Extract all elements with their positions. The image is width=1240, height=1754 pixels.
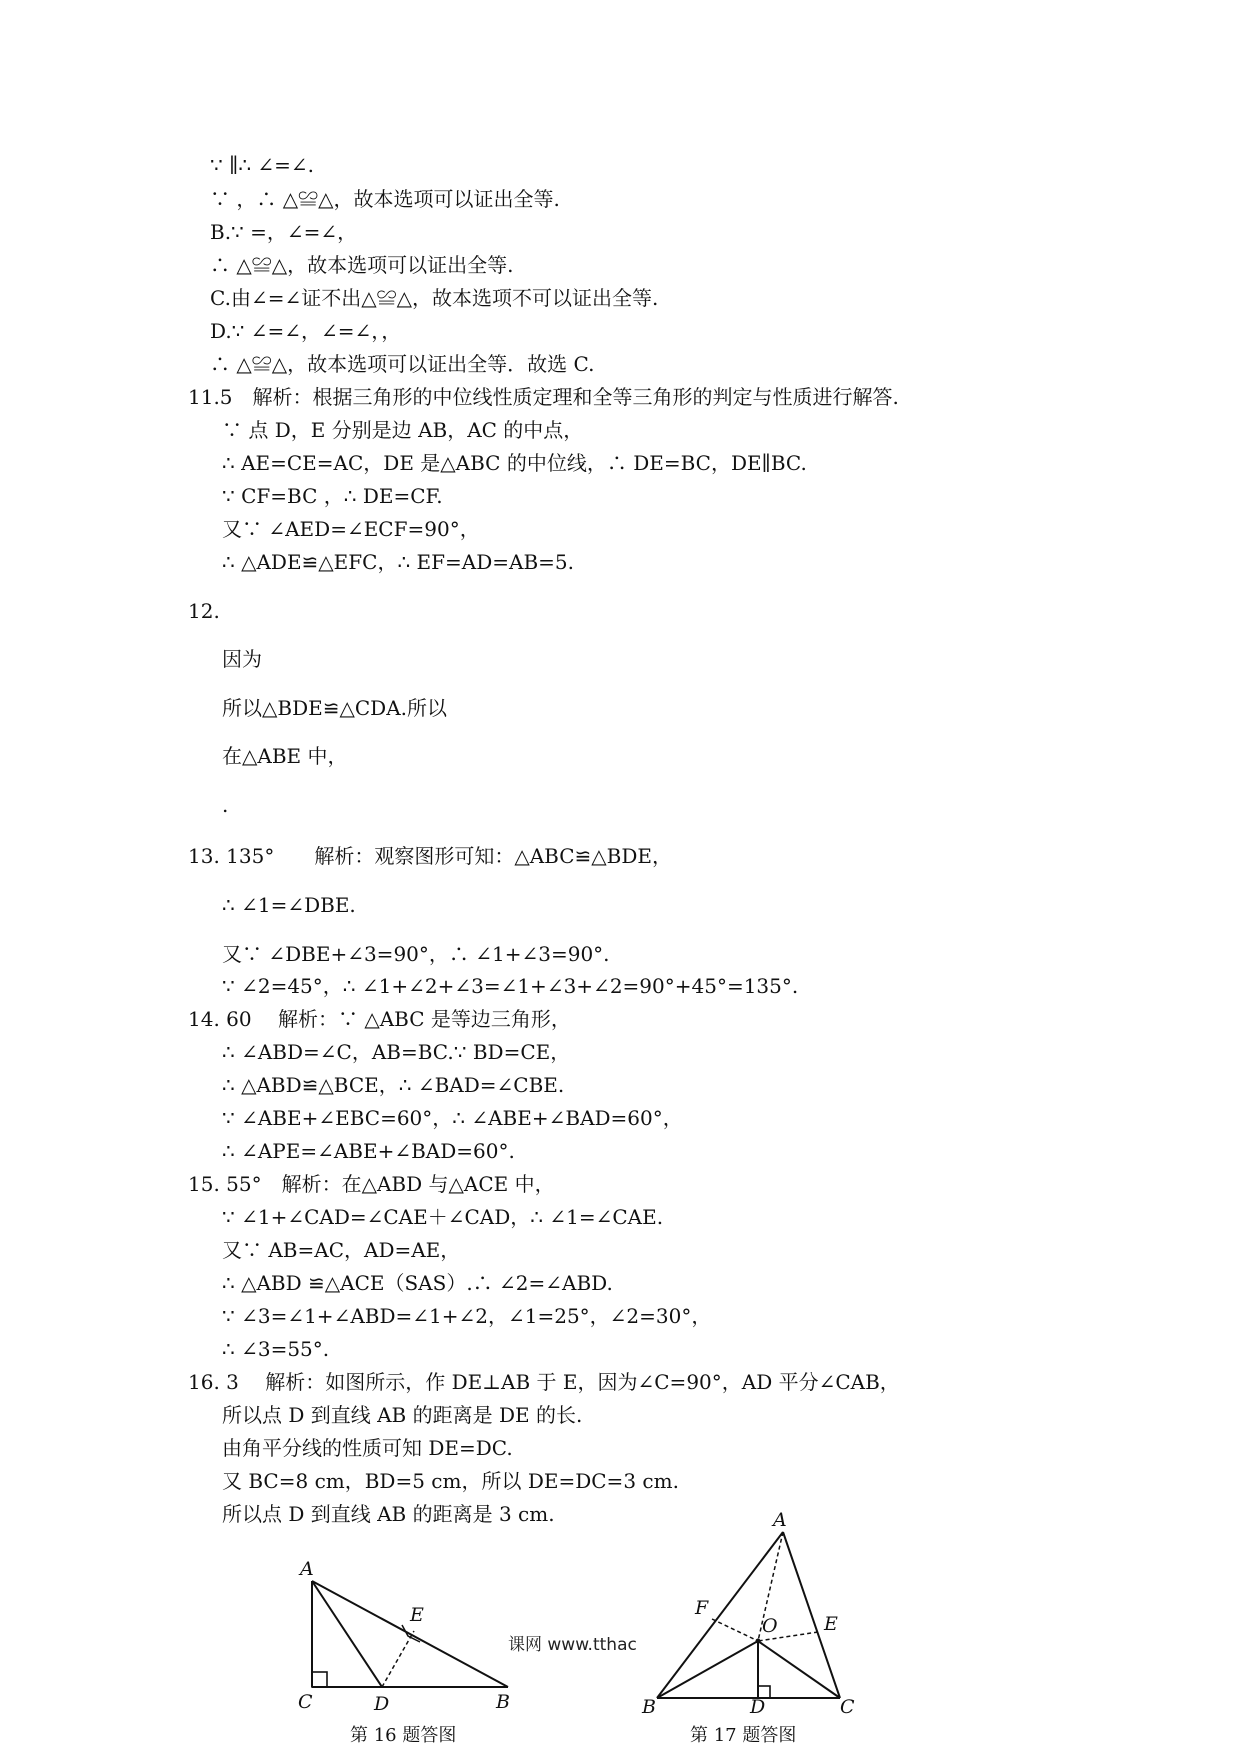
label-A: A xyxy=(300,1558,314,1580)
figure-17 xyxy=(640,1508,870,1716)
text-line: C.由∠=∠证不出△≌△，故本选项不可以证出全等. xyxy=(210,286,659,310)
text-line: ∴ ∠ABD=∠C，AB=BC.∵ BD=CE， xyxy=(222,1040,571,1064)
label-O: O xyxy=(762,1615,778,1637)
text-line: ∵ ∠3=∠1+∠ABD=∠1+∠2，∠1=25°，∠2=30°， xyxy=(222,1304,712,1328)
text-line: ∴ AE=CE=AC，DE 是△ABC 的中位线，∴ DE=BC，DE∥BC. xyxy=(222,451,807,475)
text-line: 由角平分线的性质可知 DE=DC. xyxy=(222,1436,513,1460)
label-D: D xyxy=(750,1696,766,1716)
label-A: A xyxy=(773,1509,787,1531)
text-line: ∵ ∠ABE+∠EBC=60°，∴ ∠ABE+∠BAD=60°， xyxy=(222,1106,683,1130)
segment-OB xyxy=(657,1641,758,1698)
text-line: 又 BC=8 cm，BD=5 cm，所以 DE=DC=3 cm. xyxy=(222,1469,679,1493)
text-line: ∵ ∥∴ ∠=∠. xyxy=(210,153,315,177)
text-line: 又∵ ∠DBE+∠3=90°，∴ ∠1+∠3=90°. xyxy=(222,942,610,966)
label-F: F xyxy=(695,1597,709,1619)
figure-16 xyxy=(290,1545,530,1715)
text-line: ∵ ∠1+∠CAD=∠CAE＋∠CAD，∴ ∠1=∠CAE. xyxy=(222,1205,664,1229)
text-line: ∴ ∠APE=∠ABE+∠BAD=60°. xyxy=(222,1139,515,1163)
label-B: B xyxy=(496,1691,510,1713)
right-angle-mark-C xyxy=(312,1672,327,1687)
text-line: ∴ △≌△，故本选项可以证出全等．故选 C. xyxy=(210,352,595,376)
text-line: ∴ ∠1=∠DBE. xyxy=(222,893,356,917)
segment-AB xyxy=(312,1581,508,1687)
text-line: 所以点 D 到直线 AB 的距离是 DE 的长. xyxy=(222,1403,583,1427)
label-D: D xyxy=(374,1693,390,1715)
text-line: 15. 55° 解析：在△ABD 与△ACE 中， xyxy=(188,1172,555,1196)
text-line: ∴ △ABD ≌△ACE（SAS）.∴ ∠2=∠ABD. xyxy=(222,1271,613,1295)
text-line: ∴ △ABD≌△BCE，∴ ∠BAD=∠CBE. xyxy=(222,1073,565,1097)
text-line: ∴ △ADE≌△EFC，∴ EF=AD=AB=5. xyxy=(222,550,574,574)
label-B: B xyxy=(642,1696,656,1716)
text-line: . xyxy=(222,793,229,817)
text-line: 因为 xyxy=(222,647,262,671)
watermark: 课网 www.tthac xyxy=(508,1635,637,1655)
text-line: 16. 3 解析：如图所示，作 DE⊥AB 于 E，因为∠C=90°，AD 平分∠CAB， xyxy=(188,1370,900,1394)
text-line: ∵ 点 D，E 分别是边 AB，AC 的中点， xyxy=(222,418,584,442)
segment-FO xyxy=(712,1619,758,1641)
text-line: ∵ CF=BC ，∴ DE=CF. xyxy=(222,484,443,508)
label-C: C xyxy=(298,1691,313,1713)
text-line: ∴ ∠3=55°. xyxy=(222,1337,330,1361)
label-E: E xyxy=(824,1613,838,1635)
text-line: ∴ △≌△，故本选项可以证出全等. xyxy=(210,253,514,277)
text-line: 所以点 D 到直线 AB 的距离是 3 cm. xyxy=(222,1502,555,1526)
text-line: 又∵ ∠AED=∠ECF=90°， xyxy=(222,517,480,541)
text-line: 在△ABE 中， xyxy=(222,744,348,768)
text-line: 12. xyxy=(188,599,220,623)
text-line: 所以△BDE≌△CDA.所以 xyxy=(222,696,447,720)
text-line: ∵ ∠2=45°，∴ ∠1+∠2+∠3=∠1+∠3+∠2=90°+45°=135°. xyxy=(222,974,799,998)
text-line: ∵ ，∴ △≌△，故本选项可以证出全等. xyxy=(210,187,560,211)
segment-AD xyxy=(312,1581,382,1687)
text-line: D.∵ ∠=∠，∠=∠，， xyxy=(210,319,402,343)
label-E: E xyxy=(410,1604,424,1626)
segment-DE xyxy=(382,1631,414,1687)
text-line: 11.5 解析：根据三角形的中位线性质定理和全等三角形的判定与性质进行解答. xyxy=(188,385,899,409)
point-O xyxy=(756,1639,761,1644)
figure-17-caption: 第 17 题答图 xyxy=(690,1725,797,1746)
figure-16-caption: 第 16 题答图 xyxy=(350,1725,457,1746)
text-line: 14. 60 解析：∵ △ABC 是等边三角形， xyxy=(188,1007,571,1031)
label-C: C xyxy=(840,1696,855,1716)
text-line: 又∵ AB=AC，AD=AE， xyxy=(222,1238,461,1262)
text-line: 13. 135° 解析：观察图形可知：△ABC≌△BDE， xyxy=(188,844,673,868)
text-line: B.∵ =，∠=∠， xyxy=(210,220,358,244)
